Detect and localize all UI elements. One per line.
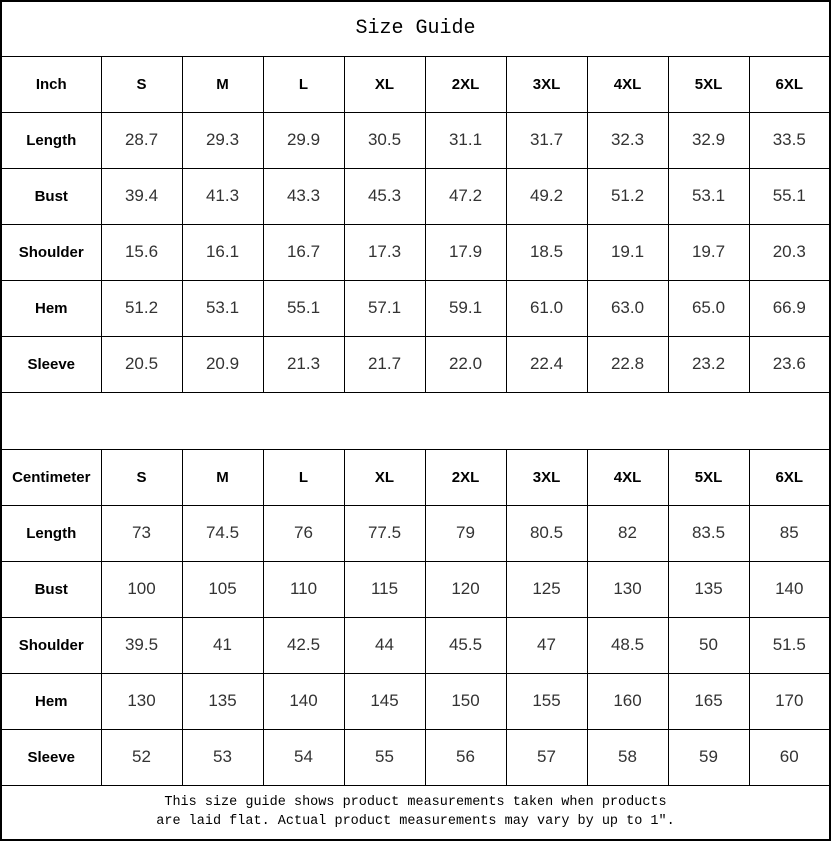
measurement-label: Shoulder: [1, 617, 101, 673]
measurement-value: 28.7: [101, 112, 182, 168]
measurement-label: Length: [1, 112, 101, 168]
size-column-header-4xl: 4XL: [587, 449, 668, 505]
footnote-line-2: are laid flat. Actual product measurements may vary by up to 1″.: [156, 814, 675, 830]
measurement-value: 17.3: [344, 224, 425, 280]
size-column-header-2xl: 2XL: [425, 56, 506, 112]
cm-header-row: [1, 449, 830, 505]
measurement-value: 41.3: [182, 168, 263, 224]
table-row-cm-shoulder: [1, 617, 830, 673]
measurement-value: 23.6: [749, 336, 830, 392]
measurement-value: 29.9: [263, 112, 344, 168]
measurement-value: 30.5: [344, 112, 425, 168]
measurement-value: 39.5: [101, 617, 182, 673]
measurement-value: 83.5: [668, 505, 749, 561]
measurement-value: 43.3: [263, 168, 344, 224]
measurement-value: 53.1: [668, 168, 749, 224]
table-row-cm-length: [1, 505, 830, 561]
measurement-value: 79: [425, 505, 506, 561]
measurement-value: 55.1: [749, 168, 830, 224]
footnote-line-1: This size guide shows product measurements taken when products: [164, 794, 667, 810]
measurement-label: Shoulder: [1, 224, 101, 280]
measurement-value: 52: [101, 729, 182, 785]
measurement-value: 115: [344, 561, 425, 617]
table-row-inch-hem: [1, 280, 830, 336]
table-row-cm-hem: [1, 673, 830, 729]
measurement-value: 61.0: [506, 280, 587, 336]
measurement-value: 20.5: [101, 336, 182, 392]
measurement-value: 20.9: [182, 336, 263, 392]
measurement-value: 23.2: [668, 336, 749, 392]
size-column-header-xl: XL: [344, 56, 425, 112]
measurement-value: 73: [101, 505, 182, 561]
measurement-value: 77.5: [344, 505, 425, 561]
measurement-value: 150: [425, 673, 506, 729]
measurement-value: 50: [668, 617, 749, 673]
measurement-value: 17.9: [425, 224, 506, 280]
measurement-value: 125: [506, 561, 587, 617]
measurement-value: 74.5: [182, 505, 263, 561]
table-row-inch-length: [1, 112, 830, 168]
inch-unit-header: Inch: [1, 56, 101, 112]
measurement-value: 51.5: [749, 617, 830, 673]
measurement-value: 18.5: [506, 224, 587, 280]
measurement-value: 44: [344, 617, 425, 673]
size-column-header-5xl: 5XL: [668, 449, 749, 505]
measurement-value: 49.2: [506, 168, 587, 224]
measurement-value: 140: [263, 673, 344, 729]
measurement-value: 130: [101, 673, 182, 729]
measurement-value: 45.3: [344, 168, 425, 224]
measurement-value: 15.6: [101, 224, 182, 280]
size-column-header-3xl: 3XL: [506, 449, 587, 505]
spacer-row: [1, 392, 830, 449]
footnote-row: [1, 785, 830, 840]
measurement-value: 58: [587, 729, 668, 785]
measurement-value: 55.1: [263, 280, 344, 336]
measurement-value: 42.5: [263, 617, 344, 673]
measurement-value: 21.7: [344, 336, 425, 392]
table-row-cm-sleeve: [1, 729, 830, 785]
size-column-header-s: S: [101, 449, 182, 505]
measurement-value: 76: [263, 505, 344, 561]
measurement-value: 57.1: [344, 280, 425, 336]
measurement-label: Bust: [1, 561, 101, 617]
size-column-header-6xl: 6XL: [749, 449, 830, 505]
measurement-value: 135: [668, 561, 749, 617]
size-column-header-l: L: [263, 56, 344, 112]
measurement-value: 32.3: [587, 112, 668, 168]
size-column-header-6xl: 6XL: [749, 56, 830, 112]
measurement-value: 56: [425, 729, 506, 785]
measurement-value: 47.2: [425, 168, 506, 224]
measurement-label: Bust: [1, 168, 101, 224]
size-column-header-m: M: [182, 56, 263, 112]
measurement-value: 130: [587, 561, 668, 617]
table-row-inch-bust: [1, 168, 830, 224]
measurement-value: 59.1: [425, 280, 506, 336]
measurement-value: 105: [182, 561, 263, 617]
measurement-value: 55: [344, 729, 425, 785]
measurement-value: 160: [587, 673, 668, 729]
measurement-label: Hem: [1, 673, 101, 729]
size-column-header-xl: XL: [344, 449, 425, 505]
measurement-value: 140: [749, 561, 830, 617]
table-row-cm-bust: [1, 561, 830, 617]
measurement-value: 22.4: [506, 336, 587, 392]
measurement-value: 45.5: [425, 617, 506, 673]
measurement-value: 29.3: [182, 112, 263, 168]
measurement-value: 22.8: [587, 336, 668, 392]
size-column-header-2xl: 2XL: [425, 449, 506, 505]
size-column-header-5xl: 5XL: [668, 56, 749, 112]
measurement-value: 48.5: [587, 617, 668, 673]
measurement-value: 22.0: [425, 336, 506, 392]
measurement-value: 82: [587, 505, 668, 561]
title-row: [1, 1, 830, 56]
measurement-label: Sleeve: [1, 336, 101, 392]
measurement-value: 135: [182, 673, 263, 729]
measurement-label: Hem: [1, 280, 101, 336]
measurement-value: 100: [101, 561, 182, 617]
measurement-value: 155: [506, 673, 587, 729]
measurement-value: 120: [425, 561, 506, 617]
measurement-value: 32.9: [668, 112, 749, 168]
measurement-value: 145: [344, 673, 425, 729]
measurement-value: 110: [263, 561, 344, 617]
measurement-value: 41: [182, 617, 263, 673]
table-row-inch-shoulder: [1, 224, 830, 280]
measurement-value: 39.4: [101, 168, 182, 224]
measurement-value: 80.5: [506, 505, 587, 561]
measurement-value: 21.3: [263, 336, 344, 392]
size-column-header-4xl: 4XL: [587, 56, 668, 112]
measurement-value: 85: [749, 505, 830, 561]
measurement-value: 51.2: [101, 280, 182, 336]
cm-unit-header: Centimeter: [1, 449, 101, 505]
size-column-header-s: S: [101, 56, 182, 112]
measurement-label: Length: [1, 505, 101, 561]
size-column-header-l: L: [263, 449, 344, 505]
measurement-value: 33.5: [749, 112, 830, 168]
spacer-cell: [1, 392, 830, 449]
measurement-value: 54: [263, 729, 344, 785]
size-column-header-m: M: [182, 449, 263, 505]
measurement-value: 19.7: [668, 224, 749, 280]
measurement-value: 165: [668, 673, 749, 729]
measurement-value: 53: [182, 729, 263, 785]
measurement-value: 19.1: [587, 224, 668, 280]
measurement-value: 65.0: [668, 280, 749, 336]
measurement-value: 16.1: [182, 224, 263, 280]
measurement-value: 31.7: [506, 112, 587, 168]
measurement-value: 47: [506, 617, 587, 673]
measurement-value: 59: [668, 729, 749, 785]
inch-header-row: [1, 56, 830, 112]
footnote: [1, 785, 830, 840]
measurement-value: 31.1: [425, 112, 506, 168]
measurement-label: Sleeve: [1, 729, 101, 785]
measurement-value: 57: [506, 729, 587, 785]
measurement-value: 63.0: [587, 280, 668, 336]
measurement-value: 51.2: [587, 168, 668, 224]
measurement-value: 16.7: [263, 224, 344, 280]
table-row-inch-sleeve: [1, 336, 830, 392]
page-title: Size Guide: [1, 1, 830, 56]
measurement-value: 20.3: [749, 224, 830, 280]
measurement-value: 60: [749, 729, 830, 785]
measurement-value: 170: [749, 673, 830, 729]
size-column-header-3xl: 3XL: [506, 56, 587, 112]
measurement-value: 53.1: [182, 280, 263, 336]
measurement-value: 66.9: [749, 280, 830, 336]
